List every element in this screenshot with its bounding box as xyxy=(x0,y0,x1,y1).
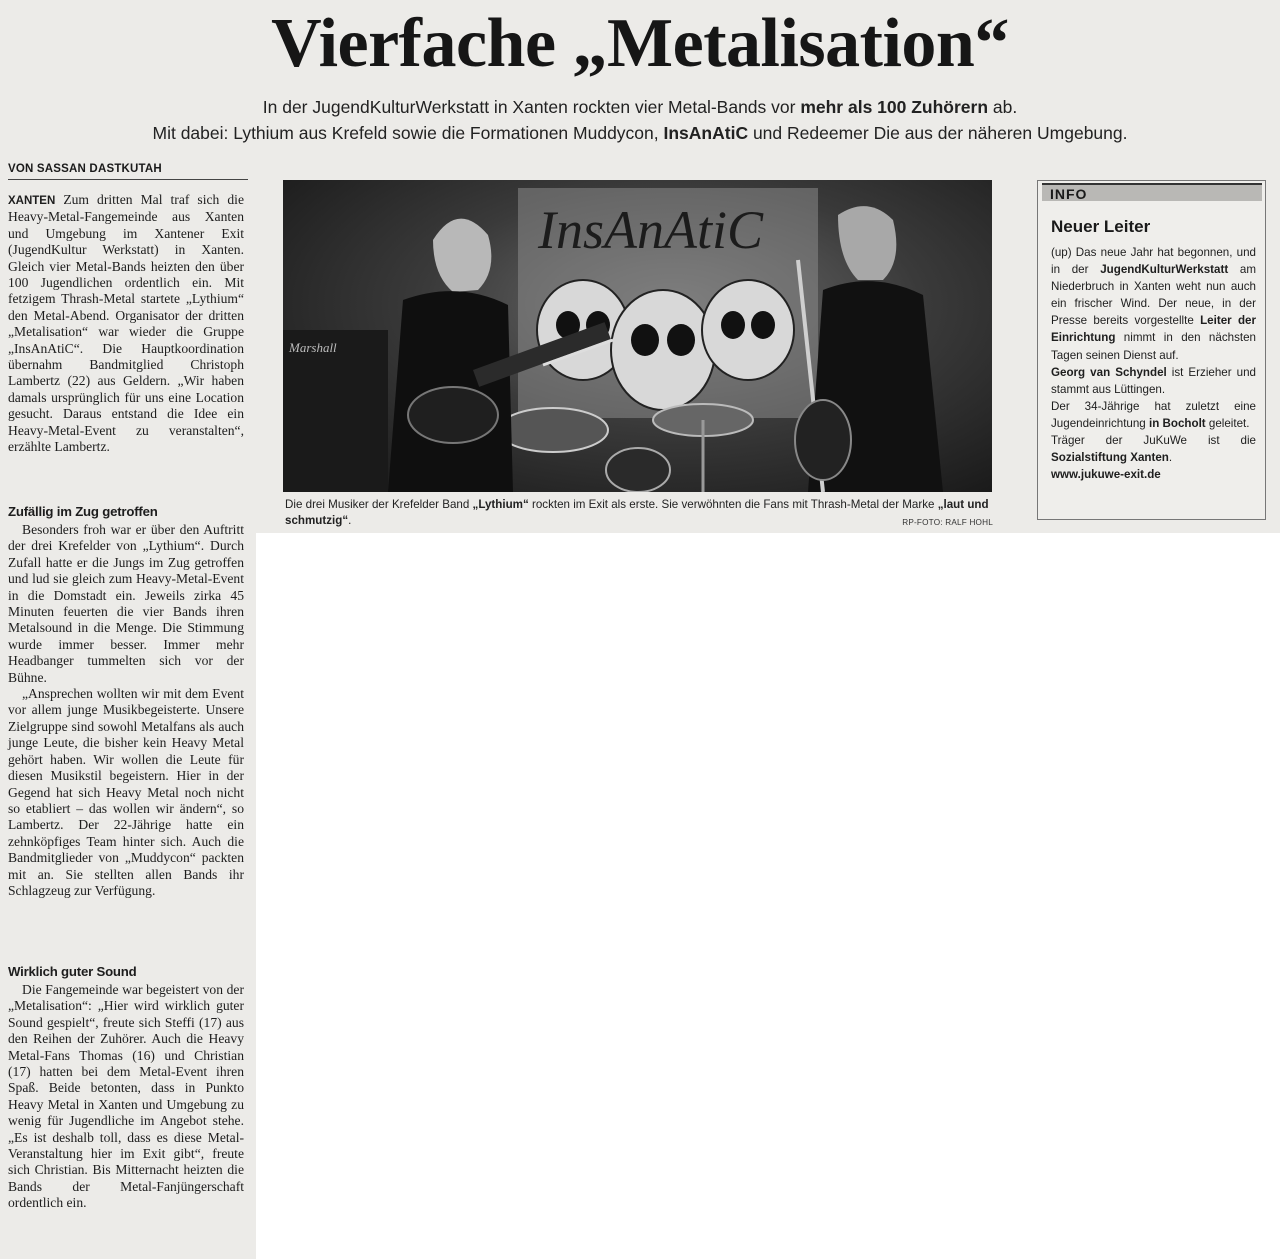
article-column-part-2 xyxy=(8,504,244,899)
info-title: Neuer Leiter xyxy=(1051,217,1151,236)
article-paragraph: „Ansprechen wollten wir mit dem Event vor allem junge Musikbegeisterte. Unsere Zielgruppe sind sowohl Metalfans als auch junge Leute, die bisher kein Heavy Metal gehört haben. Wir wollen die Leute für diesen Musikstil begeistern. Hier in der Gegend hat sich Heavy Metal noch nicht so etabliert – das wollen wir ändern“, so Lambertz. Der 22-Jährige hatte ein zehnköpfiges Team hinter sich. Auch die Bandmitglieder von „Muddycon“ packten mit an. Sie stellten allen Bands ihr Schlagzeug zur Verfügung. xyxy=(8,686,244,898)
concert-photo-illustration xyxy=(283,180,992,492)
info-label: INFO xyxy=(1042,183,1262,201)
photo-credit: RP-FOTO: RALF HOHL xyxy=(902,518,993,527)
subheadline xyxy=(40,94,1240,146)
article-paragraph: Die Fangemeinde war begeistert von der „Metalisation“: „Hier wird wirklich guter Sound gespielt“, freute sich Steffi (17) aus den Reihen der Zuhörer. Auch die Heavy Metal-Fans Thomas (16) und Christian (17) hatten bei dem Metal-Event ihren Spaß. Beide betonten, dass in Punkto Heavy Metal in Xanten und Umgebung zu wenig für Jugendliche im Angebot stehe. „Es ist deshalb toll, dass es diese Metal-Veranstaltung hier im Exit gibt“, freute sich Christian. Bis Mitternacht heizten die Bands der Metal-Fanjüngerschaft ordentlich ein. xyxy=(8,982,244,1211)
article-paragraph: XANTEN Zum dritten Mal traf sich die Heavy-Metal-Fangemeinde aus Xanten und Umgebung im Xantener Exit (JugendKultur Werkstatt) in Xanten. Gleich vier Metal-Bands heizten den über 100 Jugendlichen ordentlich ein. Mit fetzigem Thrash-Metal startete „Lythium“ den Metal-Abend. Organisator der dritten „Metalisation“ war wieder die Gruppe „InsAnAtiC“. Die Hauptkoordination übernahm Bandmitglied Christoph Lambertz (22) aus Geldern. „Wir haben damals ursprünglich für uns eine Location gesucht. Daraus entstand die Idee ein Heavy-Metal-Event zu veranstalten“, erzählte Lambertz. xyxy=(8,192,244,455)
article-column-part-1 xyxy=(8,192,244,456)
dateline: XANTEN xyxy=(8,195,56,207)
info-paragraph: Georg van Schyndel ist Erzieher und stammt aus Lüttingen. xyxy=(1051,365,1256,396)
section-heading: Wirklich guter Sound xyxy=(8,964,137,979)
concert-photo xyxy=(283,180,992,492)
photo-caption: Die drei Musiker der Krefelder Band „Lythium“ rockten im Exit als erste. Sie verwöhnten die Fans mit Thrash-Metal der Marke „laut und schmutzig“. xyxy=(285,498,989,527)
info-body xyxy=(1051,244,1256,483)
article-paragraph: Besonders froh war er über den Auftritt der drei Krefelder von „Lythium“. Durch Zufall hatte er die Jungs im Zug getroffen und lud sie gleich zum Heavy-Metal-Event in die Domstadt ein. Jeweils zirka 45 Minuten feuerten die vier Bands ihren Metalsound in die Menge. Die Stimmung wurde immer besser. Immer mehr Headbanger tummelten sich vor der Bühne. xyxy=(8,522,244,685)
headline: Vierfache „Metalisation“ xyxy=(271,5,1009,82)
banner-text: InsAnAtiC xyxy=(538,200,763,260)
subhead-line-2: Mit dabei: Lythium aus Krefeld sowie die Formationen Muddycon, InsAnAtiC und Redeemer Die aus der näheren Umgebung. xyxy=(152,123,1128,143)
author-byline: VON SASSAN DASTKUTAH xyxy=(8,163,162,175)
article-column-part-3 xyxy=(8,964,244,1212)
info-website: www.jukuwe-exit.de xyxy=(1051,468,1161,482)
amplifier-logo: Marshall xyxy=(289,340,337,355)
info-paragraph: Träger der JuKuWe ist die Sozialstiftung Xanten. xyxy=(1051,434,1256,465)
byline-divider xyxy=(8,179,248,180)
subhead-line-1: In der JugendKulturWerkstatt in Xanten rockten vier Metal-Bands vor mehr als 100 Zuhörern ab. xyxy=(262,97,1018,117)
section-heading: Zufällig im Zug getroffen xyxy=(8,504,158,519)
info-paragraph: (up) Das neue Jahr hat begonnen, und in der JugendKulturWerkstatt am Niederbruch in Xanten weht nun auch ein frischer Wind. Der neue, in der Presse bereits vorgestellte Leiter der Einrichtung nimmt in den nächsten Tagen seinen Dienst auf. xyxy=(1051,246,1256,362)
info-paragraph: Der 34-Jährige hat zuletzt eine Jugendeinrichtung in Bocholt geleitet. xyxy=(1051,399,1256,430)
info-box xyxy=(1037,180,1266,520)
